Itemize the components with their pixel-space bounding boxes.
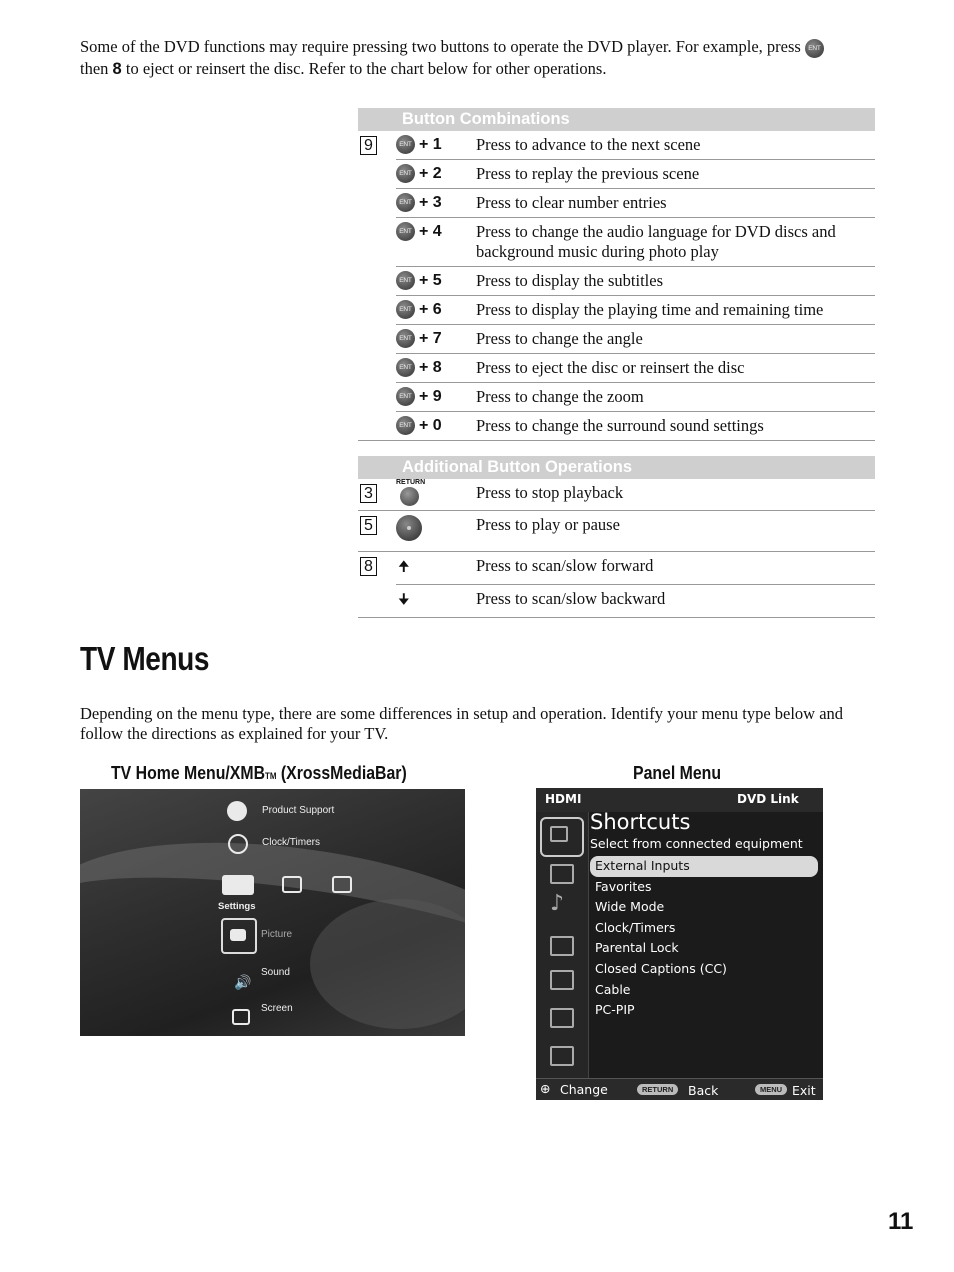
- music-note-icon: ♪: [550, 891, 565, 916]
- ent-button-icon: ENT: [396, 358, 415, 377]
- combo-key: + 1: [419, 136, 442, 153]
- combo-key: + 7: [419, 330, 442, 347]
- combo-key: + 5: [419, 272, 442, 289]
- op-desc: Press to scan/slow backward: [476, 585, 875, 618]
- op-desc: Press to play or pause: [476, 511, 875, 552]
- lock-icon: [550, 1008, 574, 1028]
- combo-desc: Press to eject the disc or reinsert the disc: [476, 354, 875, 383]
- table-row: [358, 552, 875, 585]
- screen-icon: [232, 1009, 250, 1025]
- ent-button-icon: ENT: [396, 164, 415, 183]
- play-pause-button-icon: [396, 515, 422, 541]
- combo-key: + 8: [419, 359, 442, 376]
- list-item[interactable]: External Inputs: [590, 856, 818, 877]
- combo-desc: Press to change the angle: [476, 325, 875, 354]
- dpad-icon: ⊕: [540, 1081, 551, 1096]
- xmb-item-sound: Sound: [261, 967, 290, 978]
- list-item[interactable]: PC-PIP: [595, 1002, 635, 1018]
- ent-button-icon: ENT: [396, 387, 415, 406]
- list-item[interactable]: Wide Mode: [595, 899, 665, 915]
- ref-number: 5: [360, 516, 377, 535]
- tv-menus-body: Depending on the menu type, there are some differences in setup and operation. Identify your menu type below and follow the directions as explained for your TV.: [80, 704, 844, 743]
- section-title: TV Menus: [80, 640, 210, 677]
- table-row: [358, 354, 875, 383]
- panel-sidebar: [536, 812, 589, 1078]
- panel-input-label: HDMI: [545, 792, 582, 806]
- home-menu-caption-main: TV Home Menu/XMB: [111, 763, 266, 783]
- combo-key: + 4: [419, 223, 442, 240]
- home-menu-screenshot: [80, 789, 465, 1036]
- ent-button-icon: ENT: [396, 271, 415, 290]
- ref-number: 8: [360, 557, 377, 576]
- table-row: [358, 325, 875, 354]
- speaker-icon: 🔊: [234, 974, 252, 990]
- page-number: 11: [888, 1208, 914, 1235]
- ref-number: 3: [360, 484, 377, 503]
- table-row: [358, 131, 875, 160]
- product-support-icon: [227, 801, 247, 821]
- screen-icon: [550, 936, 574, 956]
- intro-text-1: Some of the DVD functions may require pressing two buttons to operate the DVD player. For example, press: [80, 37, 801, 56]
- table-row: [358, 218, 875, 267]
- panel-menu-screenshot: [536, 788, 823, 1100]
- settings-icon: [550, 1046, 574, 1066]
- table-row: [358, 511, 875, 552]
- xmb-item-screen: Screen: [261, 1003, 293, 1014]
- table-row: [358, 585, 875, 618]
- home-menu-caption-rest: (XrossMediaBar): [276, 763, 407, 783]
- combo-desc: Press to clear number entries: [476, 189, 875, 218]
- trademark: TM: [265, 771, 277, 781]
- shortcuts-grid-icon: [550, 826, 568, 842]
- list-item[interactable]: Cable: [595, 981, 631, 997]
- list-item[interactable]: Clock/Timers: [595, 919, 676, 935]
- additional-operations-header: Additional Button Operations: [358, 456, 875, 479]
- combo-desc: Press to change the surround sound settings: [476, 412, 875, 441]
- ent-button-icon: ENT: [396, 329, 415, 348]
- list-item[interactable]: Closed Captions (CC): [595, 960, 727, 976]
- combo-desc: Press to change the audio language for DVD discs and background music during photo play: [476, 218, 875, 267]
- toolbox-icon: [222, 875, 254, 895]
- intro-key-8: 8: [112, 59, 122, 78]
- panel-title: Shortcuts: [590, 810, 691, 834]
- panel-list: [590, 856, 818, 1021]
- input-icon: [332, 876, 352, 893]
- return-pill: RETURN: [637, 1084, 678, 1095]
- table-row: [358, 412, 875, 441]
- table-row: [358, 296, 875, 325]
- ent-button-icon: ENT: [396, 135, 415, 154]
- xmb-item-product-support: Product Support: [262, 805, 335, 816]
- intro-paragraph: [80, 36, 880, 80]
- footer-change: Change: [560, 1082, 608, 1097]
- return-button-icon: [400, 487, 419, 506]
- footer-back: Back: [688, 1083, 719, 1098]
- table-row: [358, 383, 875, 412]
- combo-key: + 6: [419, 301, 442, 318]
- menu-pill: MENU: [755, 1084, 787, 1095]
- combo-key: + 9: [419, 388, 442, 405]
- button-combinations-header: Button Combinations: [358, 108, 875, 131]
- table-row: [358, 189, 875, 218]
- combo-desc: Press to replay the previous scene: [476, 160, 875, 189]
- combo-desc: Press to change the zoom: [476, 383, 875, 412]
- combo-desc: Press to display the subtitles: [476, 267, 875, 296]
- down-arrow-icon: 🠋: [398, 592, 410, 608]
- tv-icon: [282, 876, 302, 893]
- additional-operations-table: [358, 456, 875, 618]
- panel-subtitle: Select from connected equipment: [590, 836, 803, 851]
- op-desc: Press to scan/slow forward: [476, 552, 875, 585]
- footer-exit: Exit: [792, 1083, 816, 1098]
- ent-button-icon: ENT: [805, 39, 824, 58]
- ent-button-icon: ENT: [396, 300, 415, 319]
- list-item[interactable]: Favorites: [595, 878, 652, 894]
- xmb-category-settings: Settings: [218, 901, 256, 912]
- intro-text-2: to eject or reinsert the disc. Refer to the chart below for other operations.: [125, 58, 607, 78]
- up-arrow-icon: 🠉: [398, 559, 410, 575]
- ent-button-icon: ENT: [396, 193, 415, 212]
- table-row: [358, 479, 875, 511]
- table-row: [358, 160, 875, 189]
- return-label: RETURN: [396, 479, 426, 486]
- xmb-item-clock-timers: Clock/Timers: [262, 837, 320, 848]
- picture-icon: [230, 929, 246, 941]
- ent-button-icon: ENT: [396, 416, 415, 435]
- tv-icon: [550, 970, 574, 990]
- ref-number-9: 9: [360, 136, 377, 155]
- panel-menu-caption: Panel Menu: [633, 763, 722, 783]
- xmb-item-picture: Picture: [261, 929, 293, 940]
- list-item[interactable]: Parental Lock: [595, 940, 679, 956]
- combo-desc: Press to display the playing time and remaining time: [476, 296, 875, 325]
- combo-key: + 3: [419, 194, 442, 211]
- intro-then: then: [80, 58, 109, 78]
- panel-device-label: DVD Link: [737, 792, 799, 806]
- clock-icon: [228, 834, 248, 854]
- combo-key: + 2: [419, 165, 442, 182]
- combo-desc: Press to advance to the next scene: [476, 131, 875, 160]
- panel-footer: [536, 1078, 823, 1100]
- picture-icon: [550, 864, 574, 884]
- home-menu-caption: [111, 763, 407, 784]
- combo-key: + 0: [419, 417, 442, 434]
- table-row: [358, 267, 875, 296]
- ent-button-icon: ENT: [396, 222, 415, 241]
- op-desc: Press to stop playback: [476, 479, 875, 511]
- button-combinations-table: [358, 108, 875, 441]
